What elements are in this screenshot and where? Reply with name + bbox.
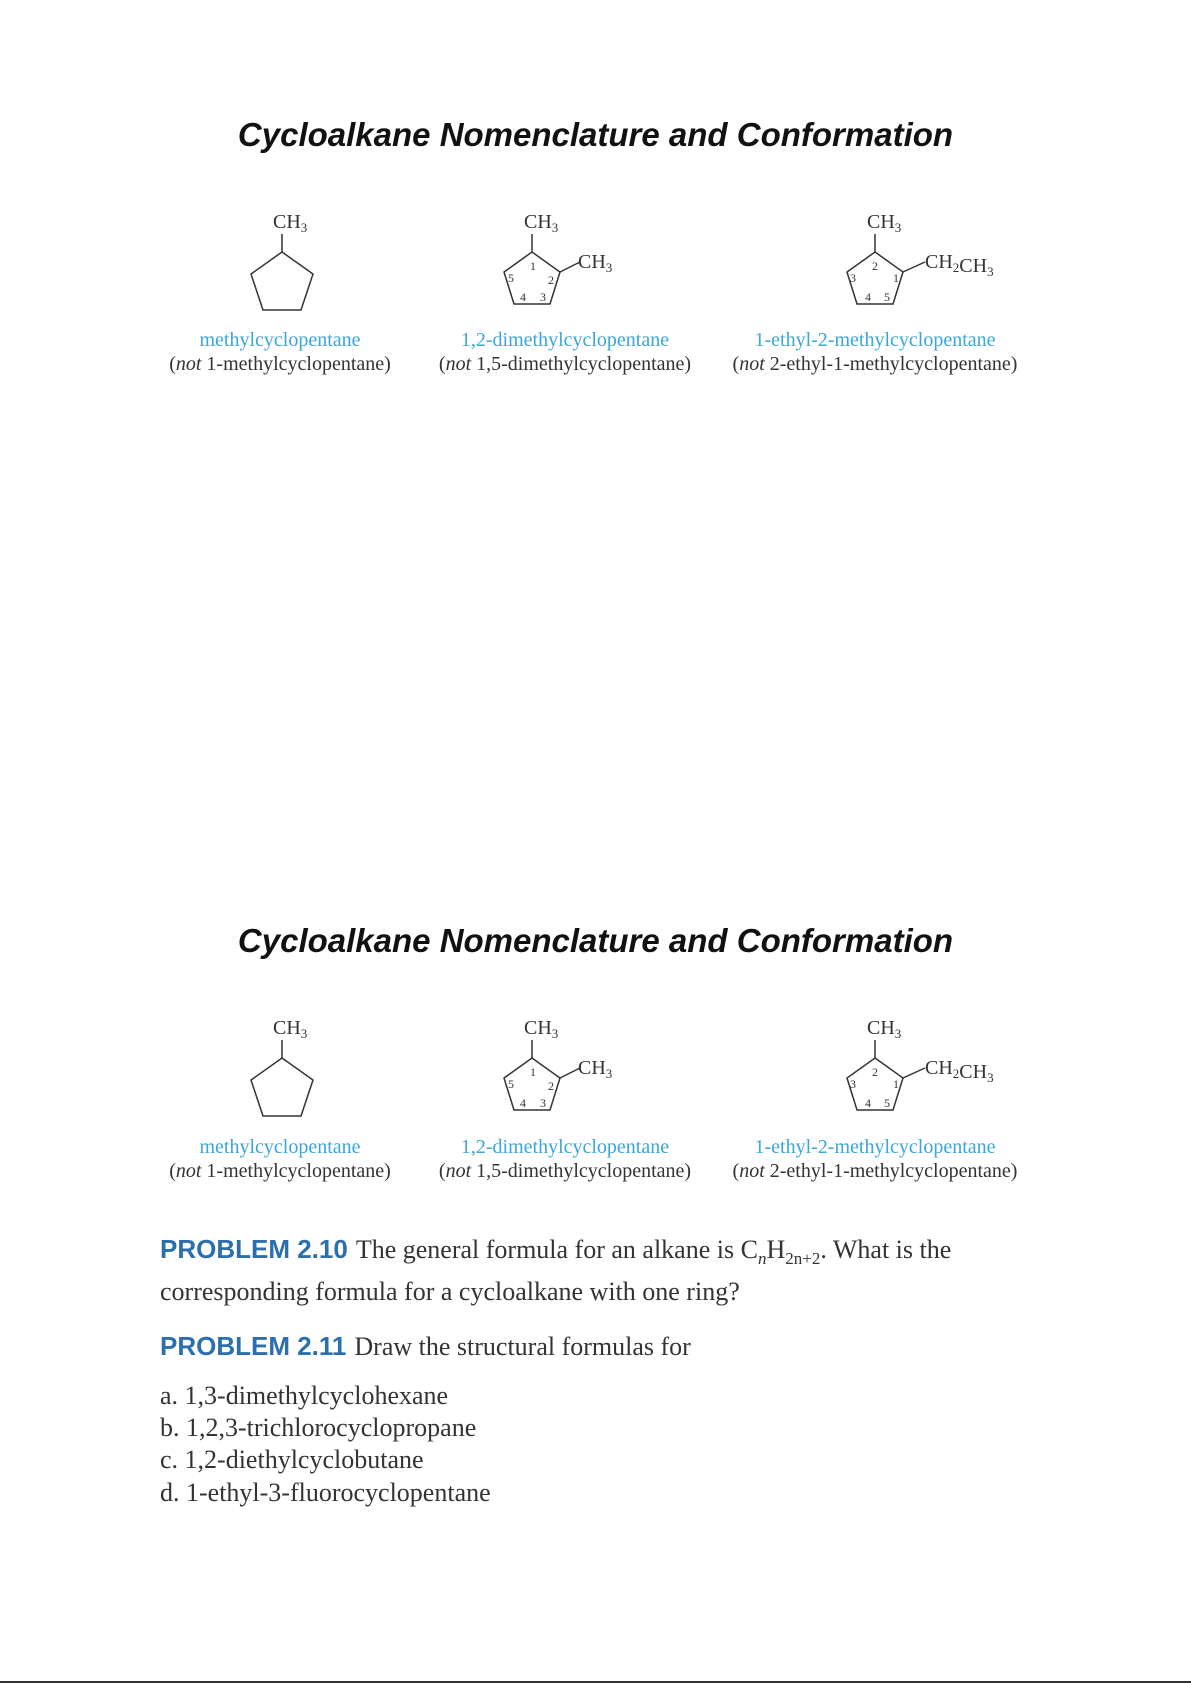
ring-number: 1: [893, 1077, 899, 1091]
dimethylcyclopentane-structure: [488, 212, 628, 322]
ethylmethylcyclopentane-structure: [835, 212, 1025, 322]
compound-name-block: [715, 328, 1035, 376]
compound-name: 1-ethyl-2-methylcyclopentane: [754, 329, 996, 351]
compound-name-block: [715, 1135, 1035, 1183]
svg-text:CH3: $CH_3$: [273, 1017, 308, 1041]
problem-2-11: PROBLEM 2.11 Draw the structural formulas for: [160, 1331, 691, 1361]
compound-not-name: (not 1-methylcyclopentane): [169, 1160, 391, 1182]
ring-number: 4: [520, 290, 526, 304]
ch3-label: $CH_3$: [273, 211, 308, 235]
compound-not-name: (not 1-methylcyclopentane): [169, 353, 391, 375]
methylcyclopentane-structure: [240, 1018, 320, 1128]
dimethylcyclopentane-structure: [488, 1018, 628, 1128]
ring-number: 2: [548, 273, 554, 287]
svg-text:CH3: $CH_3$: [867, 211, 902, 235]
svg-text:CH3: $CH_3$: [867, 1017, 902, 1041]
ring-number: 5: [508, 271, 514, 285]
compound-name-block: [150, 1135, 410, 1183]
ring-number: 4: [865, 290, 871, 304]
problem-label: PROBLEM 2.10: [160, 1234, 348, 1264]
ring-number: 2: [872, 1065, 878, 1079]
page-title: Cycloalkane Nomenclature and Conformation: [237, 922, 954, 959]
ethylmethylcyclopentane-structure: [835, 1018, 1025, 1128]
list-item: b. 1,2,3-trichlorocyclopropane: [160, 1413, 477, 1442]
ring-number: 5: [508, 1077, 514, 1091]
svg-text:CH2CH3: $CH_2CH_3$: [925, 251, 994, 279]
ring-number: 2: [548, 1079, 554, 1093]
page-title: Cycloalkane Nomenclature and Conformation: [237, 116, 954, 153]
ring-number: 4: [865, 1096, 871, 1110]
svg-text:CH3: $CH_3$: [524, 211, 559, 235]
compound-name: methylcyclopentane: [199, 329, 361, 351]
ring-number: 1: [530, 259, 536, 273]
ring-number: 2: [872, 259, 878, 273]
compound-name-block: [420, 1135, 710, 1183]
ring-number: 5: [884, 1096, 890, 1110]
svg-text:CH3: $CH_3$: [578, 1057, 613, 1081]
compound-not-name: (not 1,5-dimethylcyclopentane): [438, 353, 692, 375]
list-item: a. 1,3-dimethylcyclohexane: [160, 1381, 449, 1410]
problem-label: PROBLEM 2.11: [160, 1331, 347, 1361]
page-bottom-rule: [0, 1681, 1191, 1683]
ring-number: 3: [540, 290, 546, 304]
compound-name: 1-ethyl-2-methylcyclopentane: [754, 1136, 996, 1158]
compound-name: 1,2-dimethylcyclopentane: [460, 329, 670, 351]
problem-2-10: PROBLEM 2.10 The general formula for an alkane is $C_nH_{2n+2}$. What is the corresponding formula for a cycloalkane with one ring?: [160, 1234, 952, 1307]
ring-number: 5: [884, 290, 890, 304]
list-item: d. 1-ethyl-3-fluorocyclopentane: [160, 1478, 491, 1507]
ring-number: 4: [520, 1096, 526, 1110]
compound-name-block: [150, 328, 410, 376]
compound-name: 1,2-dimethylcyclopentane: [460, 1136, 670, 1158]
compound-not-name: (not 2-ethyl-1-methylcyclopentane): [732, 1160, 1018, 1182]
ring-number: 1: [893, 271, 899, 285]
ring-number: 3: [850, 271, 856, 285]
svg-text:CH3: $CH_3$: [524, 1017, 559, 1041]
compound-not-name: (not 1,5-dimethylcyclopentane): [438, 1160, 692, 1182]
ring-number: 3: [540, 1096, 546, 1110]
list-item: c. 1,2-diethylcyclobutane: [160, 1445, 424, 1474]
compound-name: methylcyclopentane: [199, 1136, 361, 1158]
ring-number: 1: [530, 1065, 536, 1079]
cyclopentane-ring: [251, 252, 313, 310]
svg-text:CH3: $CH_3$: [578, 251, 613, 275]
methylcyclopentane-structure: [240, 212, 320, 322]
ring-number: 3: [850, 1077, 856, 1091]
compound-not-name: (not 2-ethyl-1-methylcyclopentane): [732, 353, 1018, 375]
cyclopentane-ring: [251, 1058, 313, 1116]
compound-name-block: [420, 328, 710, 376]
svg-text:CH2CH3: $CH_2CH_3$: [925, 1057, 994, 1085]
